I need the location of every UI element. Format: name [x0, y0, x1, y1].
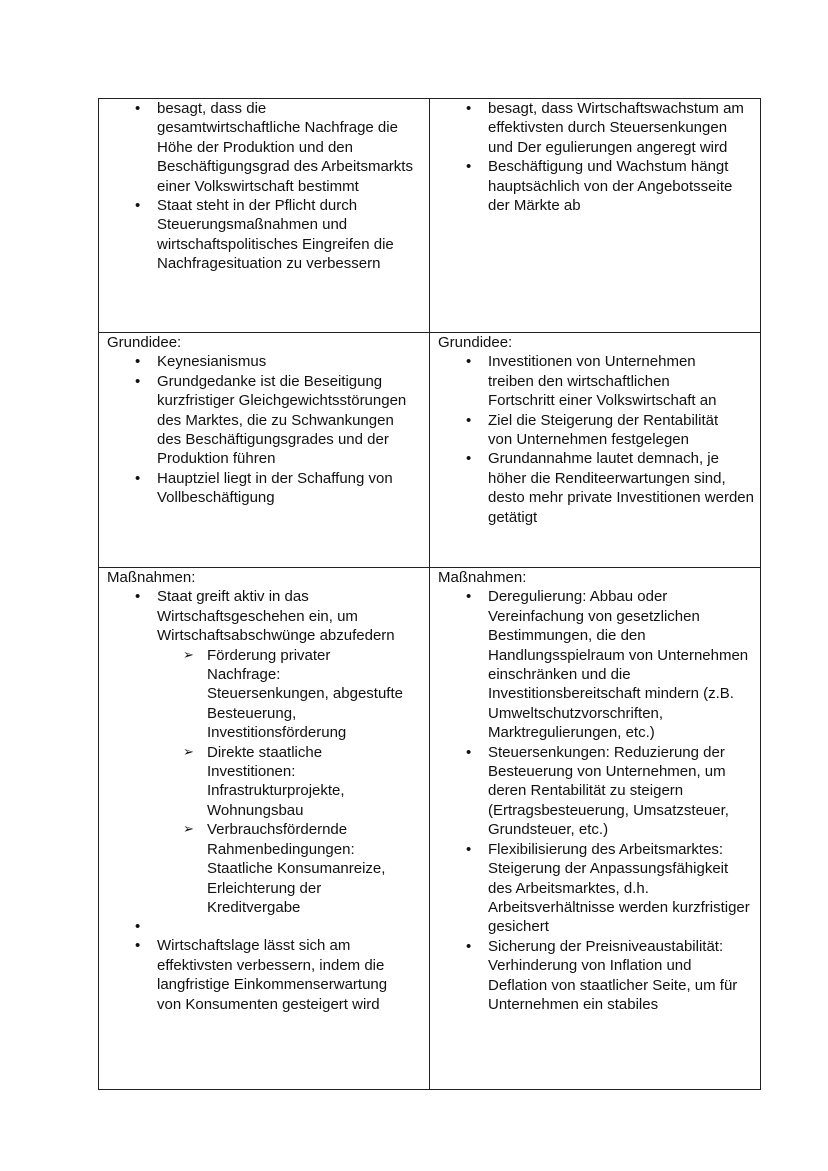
list-item: • Hauptziel liegt in der Schaffung von Vollbeschäftigung [157, 469, 423, 508]
list-item: • Grundannahme lautet demnach, je höher die Renditeerwartungen sind, desto mehr private Investitionen werden getätigt [488, 449, 754, 527]
list-item: • besagt, dass Wirtschaftswachstum am effektivsten durch Steuersenkungen und Der egulierungen angeregt wird [488, 99, 754, 157]
list-item: • Keynesianismus [157, 352, 423, 371]
comparison-table [98, 98, 761, 1090]
list-item [157, 587, 423, 917]
table-cell-left [99, 99, 430, 333]
list-item-text: Staat greift aktiv in das Wirtschaftsgeschehen ein, um Wirtschaftsabschwünge abzufedern [157, 588, 395, 645]
section-heading: Maßnahmen: [438, 569, 527, 586]
list-item: ➢ Direkte staatliche Investitionen: Infrastrukturprojekte, Wohnungsbau [207, 743, 403, 821]
section-heading: Grundidee: [438, 334, 513, 351]
bullet-list [438, 99, 754, 215]
bullet-list [107, 587, 423, 1014]
list-item: • Deregulierung: Abbau oder Vereinfachung von gesetzlichen Bestimmungen, die den Handlungsspielraum von Unternehmen einschränken und die Investitionsbereitschaft mindern (z.B. Umweltschutzvorschriften, Marktregulierungen, etc.) [488, 587, 754, 742]
list-item: • Beschäftigung und Wachstum hängt hauptsächlich von der Angebotsseite der Märkte ab [488, 157, 754, 215]
list-item: • besagt, dass die gesamtwirtschaftliche Nachfrage die Höhe der Produktion und den Beschäftigungsgrad des Arbeitsmarkts einer Volkswirtschaft bestimmt [157, 99, 423, 196]
list-item: ➢ Förderung privater Nachfrage: Steuersenkungen, abgestufte Besteuerung, Investitionsförderung [207, 646, 403, 743]
arrow-list [157, 646, 403, 918]
list-item: • Ziel die Steigerung der Rentabilität von Unternehmen festgelegen [488, 411, 754, 450]
list-item: • Flexibilisierung des Arbeitsmarktes: Steigerung der Anpassungsfähigkeit des Arbeitsmarktes, d.h. Arbeitsverhältnisse werden kurzfristiger gesichert [488, 840, 754, 937]
section-heading: Grundidee: [107, 334, 182, 351]
table-cell-right [430, 568, 761, 1090]
spacer [157, 917, 423, 936]
table-cell-right [430, 99, 761, 333]
list-item: ➢ Verbrauchsfördernde Rahmenbedingungen: Staatliche Konsumanreize, Erleichterung der Kreditvergabe [207, 820, 403, 917]
bullet-list [438, 352, 754, 527]
table-row [99, 99, 761, 333]
bullet-list [107, 99, 423, 274]
list-item: • Grundgedanke ist die Beseitigung kurzfristiger Gleichgewichtsstörungen des Marktes, die zu Schwankungen des Beschäftigungsgrades und der Produktion führen [157, 372, 423, 469]
list-item: • Investitionen von Unternehmen treiben den wirtschaftlichen Fortschritt einer Volkswirtschaft an [488, 352, 754, 410]
list-item: • Steuersenkungen: Reduzierung der Besteuerung von Unternehmen, um deren Rentabilität zu steigern (Ertragsbesteuerung, Umsatzsteuer, Grundsteuer, etc.) [488, 743, 754, 840]
table-cell-left [99, 568, 430, 1090]
table-cell-left [99, 333, 430, 568]
bullet-list [438, 587, 754, 1014]
list-item: • Staat steht in der Pflicht durch Steuerungsmaßnahmen und wirtschaftspolitisches Eingreifen die Nachfragesituation zu verbessern [157, 196, 423, 274]
list-item: • Sicherung der Preisniveaustabilität: Verhinderung von Inflation und Deflation von staatlicher Seite, um für Unternehmen ein stabiles [488, 937, 754, 1015]
table-row [99, 568, 761, 1090]
table-cell-right [430, 333, 761, 568]
list-item: • Wirtschaftslage lässt sich am effektivsten verbessern, indem die langfristige Einkommenserwartung von Konsumenten gesteigert wird [157, 936, 423, 1014]
section-heading: Maßnahmen: [107, 569, 196, 586]
bullet-list [107, 352, 423, 507]
table-row [99, 333, 761, 568]
